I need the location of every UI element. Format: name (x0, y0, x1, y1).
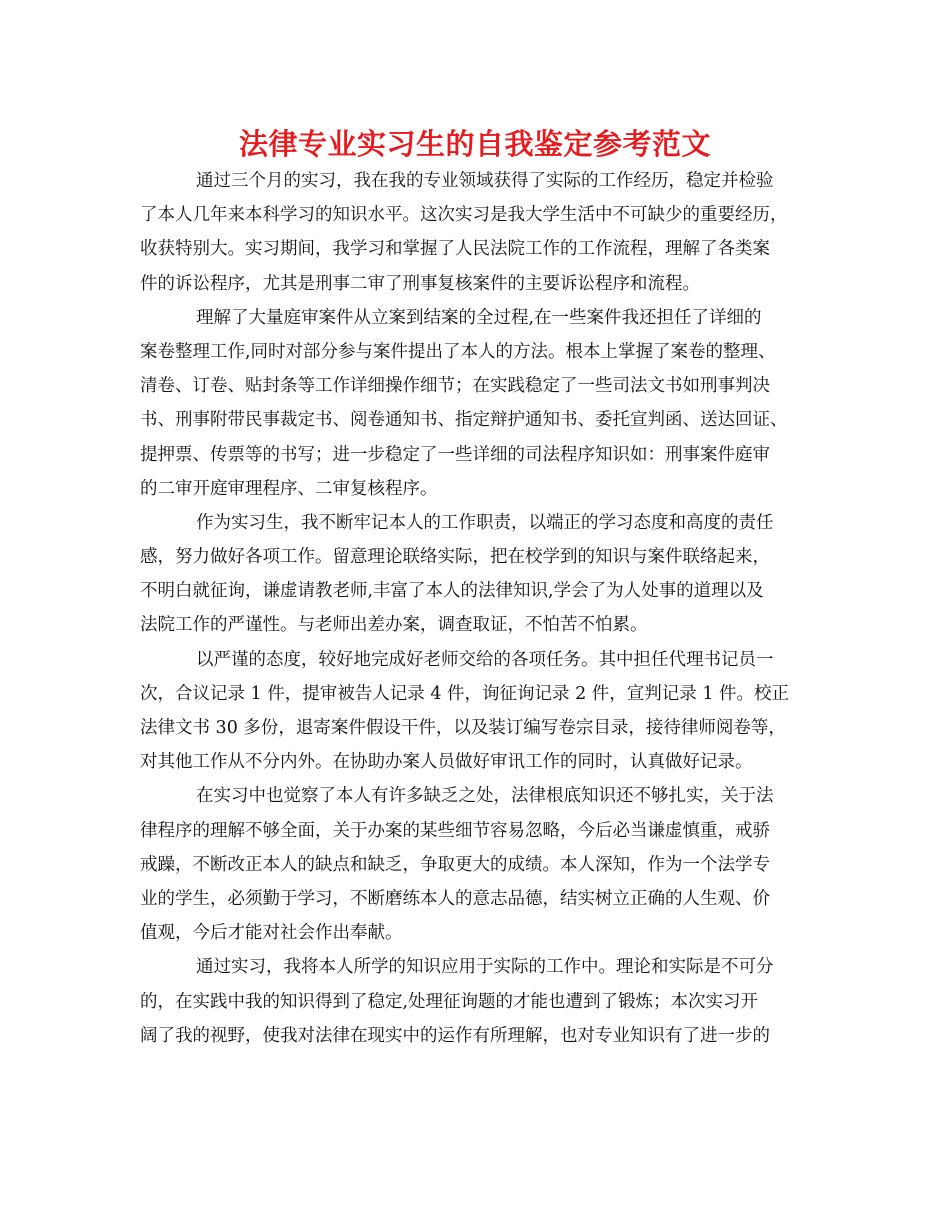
document-body (140, 164, 812, 1053)
text-line: 清卷、订卷、贴封条等工作详细操作细节；在实践稳定了一些司法文书如刑事判决 (140, 376, 770, 397)
text-line: 对其他工作从不分内外。在协助办案人员做好审讯工作的同时，认真做好记录。 (140, 752, 753, 773)
document-title: 法律专业实习生的自我鉴定参考范文 (238, 127, 711, 161)
text-line: 在实习中也觉察了本人有许多缺乏之处，法律根底知识还不够扎实，关于法 (196, 786, 774, 807)
text-line: 阔了我的视野，使我对法律在现实中的运作有所理解，也对专业知识有了进一步的 (140, 1025, 770, 1046)
text-line: 的二审开庭审理程序、二审复核程序。 (140, 478, 438, 499)
text-line: 件的诉讼程序，尤其是刑事二审了刑事复核案件的主要诉讼程序和流程。 (140, 273, 700, 294)
text-line: 以严谨的态度，较好地完成好老师交给的各项任务。其中担任代理书记员一 (196, 649, 774, 670)
text-line: 通过实习，我将本人所学的知识应用于实际的工作中。理论和实际是不可分 (196, 957, 774, 978)
paragraph-3 (140, 506, 812, 643)
text-line: 提押票、传票等的书写；进一步稳定了一些详细的司法程序知识如：刑事案件庭审 (140, 444, 770, 465)
text-line: 值观，今后才能对社会作出奉献。 (140, 923, 403, 944)
text-line: 次，合议记录 1 件，提审被告人记录 4 件，询征询记录 2 件，宣判记录 1 件。校正 (140, 683, 790, 704)
text-line: 律程序的理解不够全面，关于办案的某些细节容易忽略，今后必当谦虚慎重，戒骄 (140, 820, 770, 841)
text-line: 的，在实践中我的知识得到了稳定,处理征询题的才能也遭到了锻炼；本次实习开 (140, 991, 759, 1012)
text-line: 戒躁，不断改正本人的缺点和缺乏，争取更大的成绩。本人深知，作为一个法学专 (140, 854, 770, 875)
text-line: 作为实习生，我不断牢记本人的工作职责，以端正的学习态度和高度的责任 (196, 512, 774, 533)
text-line: 收获特别大。实习期间，我学习和掌握了人民法院工作的工作流程，理解了各类案 (140, 239, 770, 260)
paragraph-6 (140, 950, 812, 1053)
paragraph-5 (140, 779, 812, 950)
text-line: 法律文书 30 多份，退寄案件假设干件，以及装订编写卷宗目录，接待律师阅卷等， (140, 718, 786, 738)
paragraph-1 (140, 164, 812, 301)
text-line: 理解了大量庭审案件从立案到结案的全过程,在一些案件我还担任了详细的 (196, 307, 762, 328)
text-line: 法院工作的严谨性。与老师出差办案，调查取证，不怕苦不怕累。 (140, 615, 648, 636)
paragraph-4 (140, 643, 812, 780)
text-line: 了本人几年来本科学习的知识水平。这次实习是我大学生活中不可缺少的重要经历， (140, 205, 788, 226)
paragraph-2 (140, 301, 812, 506)
text-line: 感，努力做好各项工作。留意理论联络实际，把在校学到的知识与案件联络起来， (140, 547, 770, 568)
text-line: 业的学生，必须勤于学习，不断磨练本人的意志品德，结实树立正确的人生观、价 (140, 888, 770, 909)
text-line: 通过三个月的实习，我在我的专业领域获得了实际的工作经历，稳定并检验 (196, 171, 774, 191)
text-line: 案卷整理工作,同时对部分参与案件提出了本人的方法。根本上掌握了案卷的整理、 (140, 341, 776, 362)
text-line: 书、刑事附带民事裁定书、阅卷通知书、指定辩护通知书、委托宣判函、送达回证、 (140, 410, 788, 431)
text-line: 不明白就征询，谦虚请教老师,丰富了本人的法律知识,学会了为人处事的道理以及 (140, 581, 764, 602)
